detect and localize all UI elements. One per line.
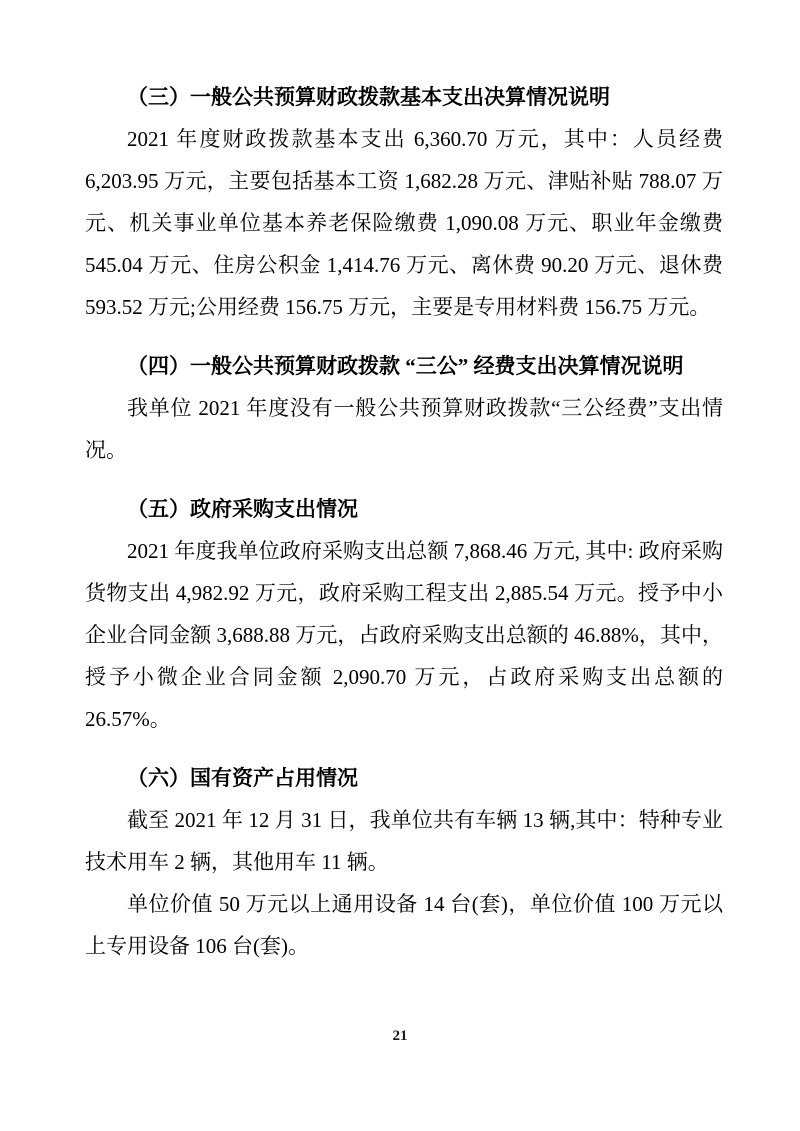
section-6-paragraph-equipment: 单位价值 50 万元以上通用设备 14 台(套)，单位价值 100 万元以上专用设备 106 台(套)。 (85, 892, 723, 958)
section-4-heading: （四）一般公共预算财政拨款 “三公” 经费支出决算情况说明 (127, 354, 684, 378)
page-number: 21 (392, 1028, 408, 1044)
section-three-public-funds (85, 345, 723, 471)
document-body (85, 76, 723, 967)
section-basic-expenditure (85, 76, 723, 328)
section-government-procurement (85, 488, 723, 740)
section-state-assets (85, 757, 723, 967)
section-5-paragraph: 2021 年度我单位政府采购支出总额 7,868.46 万元, 其中: 政府采购货物支出 4,982.92 万元，政府采购工程支出 2,885.54 万元。授予中小企业合同金额 3,688.88 万元，占政府采购支出总额的 46.88%，其中，授予小微企业合同金额 2,090.70 万元，占政府采购支出总额的 26.57%。 (85, 539, 723, 731)
section-3-heading: （三）一般公共预算财政拨款基本支出决算情况说明 (127, 85, 610, 109)
section-6-paragraph-vehicles: 截至 2021 年 12 月 31 日，我单位共有车辆 13 辆,其中：特种专业技术用车 2 辆，其他用车 11 辆。 (85, 808, 723, 874)
section-6-heading: （六）国有资产占用情况 (127, 766, 358, 790)
section-3-paragraph: 2021 年度财政拨款基本支出 6,360.70 万元，其中：人员经费 6,203.95 万元，主要包括基本工资 1,682.28 万元、津贴补贴 788.07 万元、机关事业单位基本养老保险缴费 1,090.08 万元、职业年金缴费 545.04 万元、住房公积金 1,414.76 万元、离休费 90.20 万元、退休费 593.52 万元;公用经费 156.75 万元，主要是专用材料费 156.75 万元。 (85, 127, 723, 319)
section-5-heading: （五）政府采购支出情况 (127, 497, 358, 521)
section-4-paragraph: 我单位 2021 年度没有一般公共预算财政拨款“三公经费”支出情况。 (85, 396, 723, 462)
